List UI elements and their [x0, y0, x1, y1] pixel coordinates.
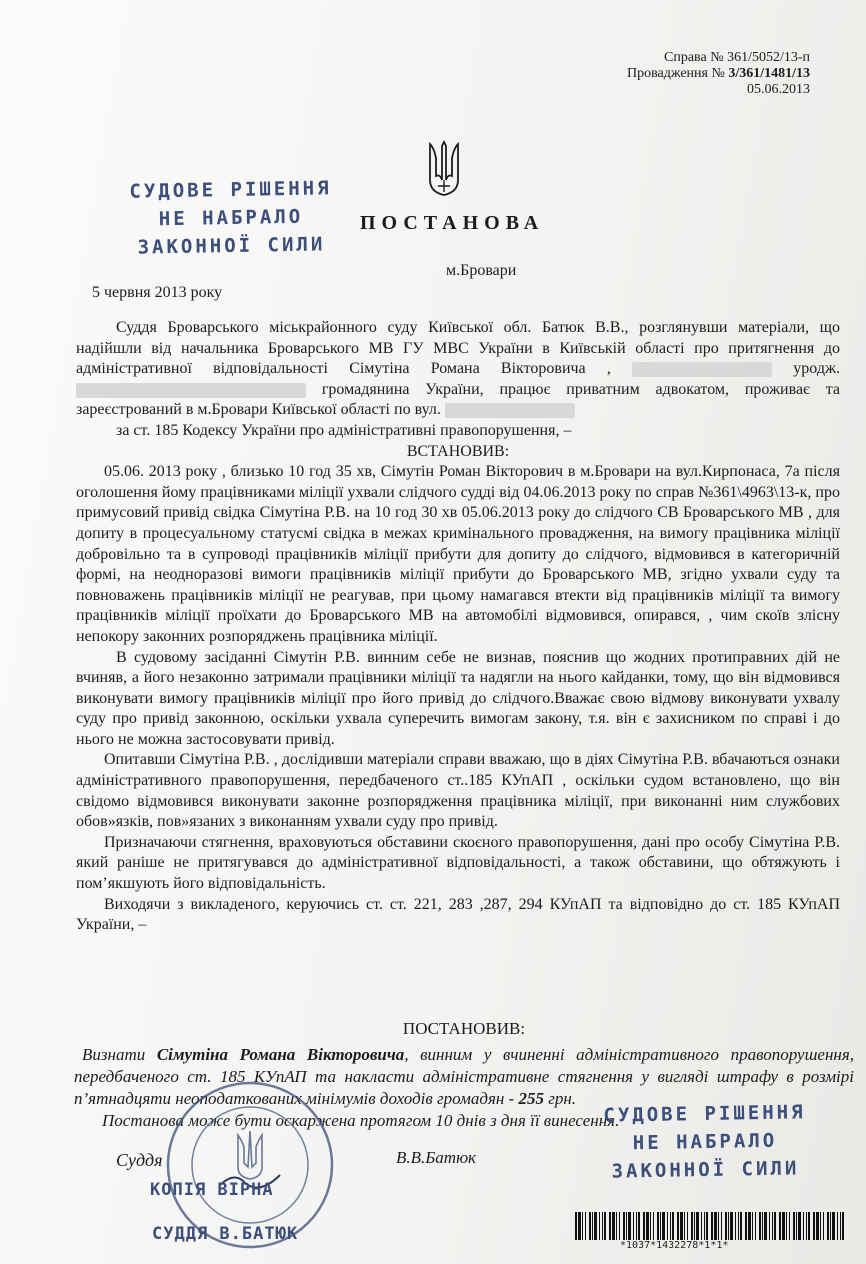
barcode-bar: [660, 1212, 661, 1240]
barcode-bar: [687, 1212, 688, 1240]
barcode-bar: [582, 1212, 583, 1240]
intro-text-c: громадянина України, працює приватним адвокатом, проживає та зареєстрований в м.Бровари Київської області по вул.: [76, 380, 841, 419]
redacted-block: [632, 362, 772, 377]
city: м.Бровари: [446, 262, 517, 279]
appeal-notice: Постанова може бути оскаржена протягом 10 днів з дня її винесення.: [102, 1111, 620, 1130]
barcode-bar: [755, 1212, 756, 1240]
barcode-bar: [592, 1212, 593, 1240]
barcode-bar: [803, 1212, 804, 1240]
barcode-bar: [718, 1212, 719, 1240]
intro-text-a: Суддя Броварського міськрайонного суду Київської обл. Батюк В.В., розглянувши матеріали, що надійшли від начальника Броварського МВ ГУ МВС України в Київській області про притягнення до адміністративної відповідальності Сімутіна Романа Вікторовича ,: [76, 319, 840, 378]
barcode-bar: [626, 1212, 627, 1240]
barcode-bar: [748, 1212, 751, 1240]
barcode-bar: [793, 1212, 795, 1240]
case-number: 361/5052/13-п: [727, 50, 810, 65]
barcode-bar: [735, 1212, 736, 1240]
resolution-text-a: Визнати: [82, 1045, 146, 1064]
judge-label: Суддя: [116, 1150, 163, 1170]
barcode-bar: [808, 1212, 810, 1240]
barcode-bar: [745, 1212, 747, 1240]
barcode-bar: [725, 1212, 727, 1240]
established-paragraph-5: Виходячи з викладеного, керуючись ст. ст. 221, 283 ,287, 294 КУпАП та відповідно до ст. 185 КУпАП України, –: [76, 895, 840, 934]
established-paragraph-3: Опитавши Сімутіна Р.В. , дослідивши матеріали справи вважаю, що в діях Сімутіна Р.В. вбачаються ознаки адміністративного правопорушення, передбаченого ст..185 КУпАП , оскільки судом встановлено, що він свідомо відмовився виконувати законне розпорядження працівника міліції, при виконанні ним службових обов»язків, пов»язаних з виконанням ухвали суду про привід.: [76, 751, 840, 831]
barcode-bar: [842, 1212, 844, 1240]
established-heading: ВСТАНОВИВ:: [406, 442, 510, 460]
proceeding-number: 3/361/1481/13: [728, 66, 810, 81]
barcode-bar: [646, 1212, 649, 1240]
barcode-bar: [806, 1212, 807, 1240]
stamp-line-3: ЗАКОННОЇ СИЛИ: [137, 233, 326, 259]
resolved-heading: ПОСТАНОВИВ:: [402, 1019, 526, 1038]
barcode-bar: [706, 1212, 708, 1240]
barcode-bar: [650, 1212, 651, 1240]
barcode-bar: [628, 1212, 631, 1240]
not-in-force-stamp-top: [95, 174, 366, 263]
barcode-bar: [575, 1212, 577, 1240]
established-paragraph-2: В судовому засіданні Сімутін Р.В. винним себе не визнав, пояснив що жодних протиправних дій не вчиняв, а його незаконно затримали працівники міліції та надягли на нього кайданки, тому, що він відмовився виконувати вимогу працівників міліції про його привід до слідчого.Вважає свою відмову виконувати ухвалу суду про привід законною, оскільки ухвала суперечить вимогам закону, т.я. він є захисником по справі і до нього не можна застосовувати привід.: [76, 648, 840, 748]
barcode-bar: [779, 1212, 781, 1240]
barcode-bar: [684, 1212, 685, 1240]
barcode-bar: [662, 1212, 665, 1240]
barcode-bar: [612, 1212, 615, 1240]
resolution-text-b: , винним у вчиненні адміністративного правопорушення, передбаченого ст. 185 КУпАП та накласти адміністративне стягнення у вигляді штрафу в розмірі п’ятнадцяти неоподаткованих мінімумів доходів громадян -: [74, 1045, 854, 1108]
barcode-bar: [609, 1212, 611, 1240]
barcode-bar: [585, 1212, 586, 1240]
stamp-line-1: СУДОВЕ РІШЕННЯ: [603, 1101, 806, 1127]
barcode-bar: [832, 1212, 835, 1240]
barcode-bar: [772, 1212, 773, 1240]
barcode-bar: [789, 1212, 790, 1240]
barcode-bar: [672, 1212, 674, 1240]
barcode-bar: [643, 1212, 645, 1240]
barcode-bar: [823, 1212, 824, 1240]
barcode-bar: [830, 1212, 831, 1240]
barcode-icon: [575, 1212, 845, 1240]
barcode-bar: [599, 1212, 600, 1240]
barcode-bar: [721, 1212, 722, 1240]
established-paragraph-1: 05.06. 2013 року , близько 10 год 35 хв, Сімутін Роман Вікторович в м.Бровари на вул.Кирпонаса, 7а після оголошення йому працівниками міліції ухвали слідчого судді від 04.06.2013 року по справ №361\4963\13-к, про примусовий привід свідка Сімутіна Р.В. на 10 год 30 хв 05.06.2013 року до слідчого СВ Броварського МВ , для допиту в процесуальному статусмі свідка в межах кримінального провадження, на вимогу працівника міліції добровільно та в супроводі працівників міліції прибути для допиту до слідчого, відмовився в категоричній формі, на неодноразові вимоги працівників міліції прибути до Броварського МВ, згідно ухвали суду та повноважень працівників міліції не реагував, при цьому намагався втекти від працівників міліції та вимогу працівників міліції проїхати до Броварського МВ на автомобілі відмовився, опирався, , чим скоїв злісну непокору законних розпоряджень працівника міліції.: [76, 463, 840, 645]
stamp-line-1: СУДОВЕ РІШЕННЯ: [129, 177, 332, 203]
barcode-bar: [762, 1212, 763, 1240]
barcode-bar: [636, 1212, 637, 1240]
proceeding-label: Провадження №: [626, 66, 725, 81]
barcode-bar: [616, 1212, 617, 1240]
stamp-line-2: НЕ НАБРАЛО: [632, 1129, 778, 1155]
defendant-name: Сімутіна Романа Вікторовича: [156, 1045, 405, 1064]
header-date: 05.06.2013: [747, 82, 810, 97]
barcode-bar: [680, 1212, 683, 1240]
barcode-bar: [701, 1212, 702, 1240]
case-number-line: [627, 50, 810, 66]
barcode-bar: [691, 1212, 693, 1240]
barcode-bar: [813, 1212, 815, 1240]
not-in-force-stamp-bottom: [559, 1097, 850, 1186]
redacted-block: [445, 403, 575, 418]
document-body: [76, 318, 840, 936]
barcode-bar: [677, 1212, 679, 1240]
barcode-bar: [820, 1212, 821, 1240]
intro-text-b: уродж.: [793, 360, 841, 378]
barcode-bar: [730, 1212, 733, 1240]
barcode-bar: [728, 1212, 729, 1240]
barcode-bar: [740, 1212, 742, 1240]
barcode-bar: [738, 1212, 739, 1240]
barcode-bar: [816, 1212, 819, 1240]
case-header: [627, 50, 810, 98]
barcode-bar: [759, 1212, 761, 1240]
barcode-bar: [694, 1212, 695, 1240]
barcode-bar: [619, 1212, 620, 1240]
currency: грн.: [548, 1089, 577, 1108]
stamp-judge-name: СУДДЯ В.БАТЮК: [152, 1224, 299, 1244]
redacted-block: [76, 383, 306, 398]
barcode-bar: [774, 1212, 776, 1240]
fine-amount: 255: [518, 1089, 544, 1108]
barcode-number: *1037*1432278*1*1*: [620, 1240, 729, 1251]
barcode-bar: [796, 1212, 797, 1240]
barcode-bar: [594, 1212, 597, 1240]
barcode-bar: [670, 1212, 671, 1240]
document-title: ПОСТАНОВА: [360, 212, 545, 234]
barcode-bar: [657, 1212, 659, 1240]
barcode-bar: [786, 1212, 787, 1240]
barcode-bar: [782, 1212, 785, 1240]
barcode-bar: [840, 1212, 841, 1240]
stamp-line-3: ЗАКОННОЇ СИЛИ: [611, 1157, 800, 1183]
barcode-bar: [837, 1212, 838, 1240]
barcode-bar: [633, 1212, 634, 1240]
barcode-bar: [602, 1212, 603, 1240]
article-reference: за ст. 185 Кодексу України про адміністративні правопорушення, –: [116, 421, 572, 439]
barcode-bar: [578, 1212, 581, 1240]
judge-name: В.В.Батюк: [396, 1148, 477, 1167]
barcode-bar: [653, 1212, 654, 1240]
barcode-bar: [769, 1212, 770, 1240]
barcode-bar: [696, 1212, 699, 1240]
barcode-bar: [711, 1212, 713, 1240]
barcode-bar: [764, 1212, 767, 1240]
barcode-bar: [827, 1212, 829, 1240]
barcode-bar: [667, 1212, 668, 1240]
stamp-line-2: НЕ НАБРАЛО: [158, 205, 304, 231]
barcode-bar: [752, 1212, 753, 1240]
barcode-bar: [704, 1212, 705, 1240]
case-label: Справа №: [664, 50, 724, 65]
barcode-bar: [604, 1212, 606, 1240]
barcode-bar: [623, 1212, 625, 1240]
barcode-bar: [714, 1212, 717, 1240]
decision-date: 5 червня 2013 року: [92, 284, 223, 301]
intro-paragraph: [76, 318, 840, 421]
copy-certified-stamp: КОПІЯ ВІРНА: [150, 1180, 274, 1200]
barcode-bar: [638, 1212, 640, 1240]
barcode-bar: [589, 1212, 591, 1240]
barcode-bar: [798, 1212, 801, 1240]
proceeding-number-line: [627, 66, 810, 82]
trident-emblem-icon: [424, 140, 464, 198]
established-paragraph-4: Призначаючи стягнення, враховуються обставини скоєного правопорушення, дані про особу Сімутіна Р.В. який раніше не притягувався до адміністративної відповідальності, а також обставини, що обтяжують і пом’якшують його відповідальність.: [76, 833, 840, 893]
